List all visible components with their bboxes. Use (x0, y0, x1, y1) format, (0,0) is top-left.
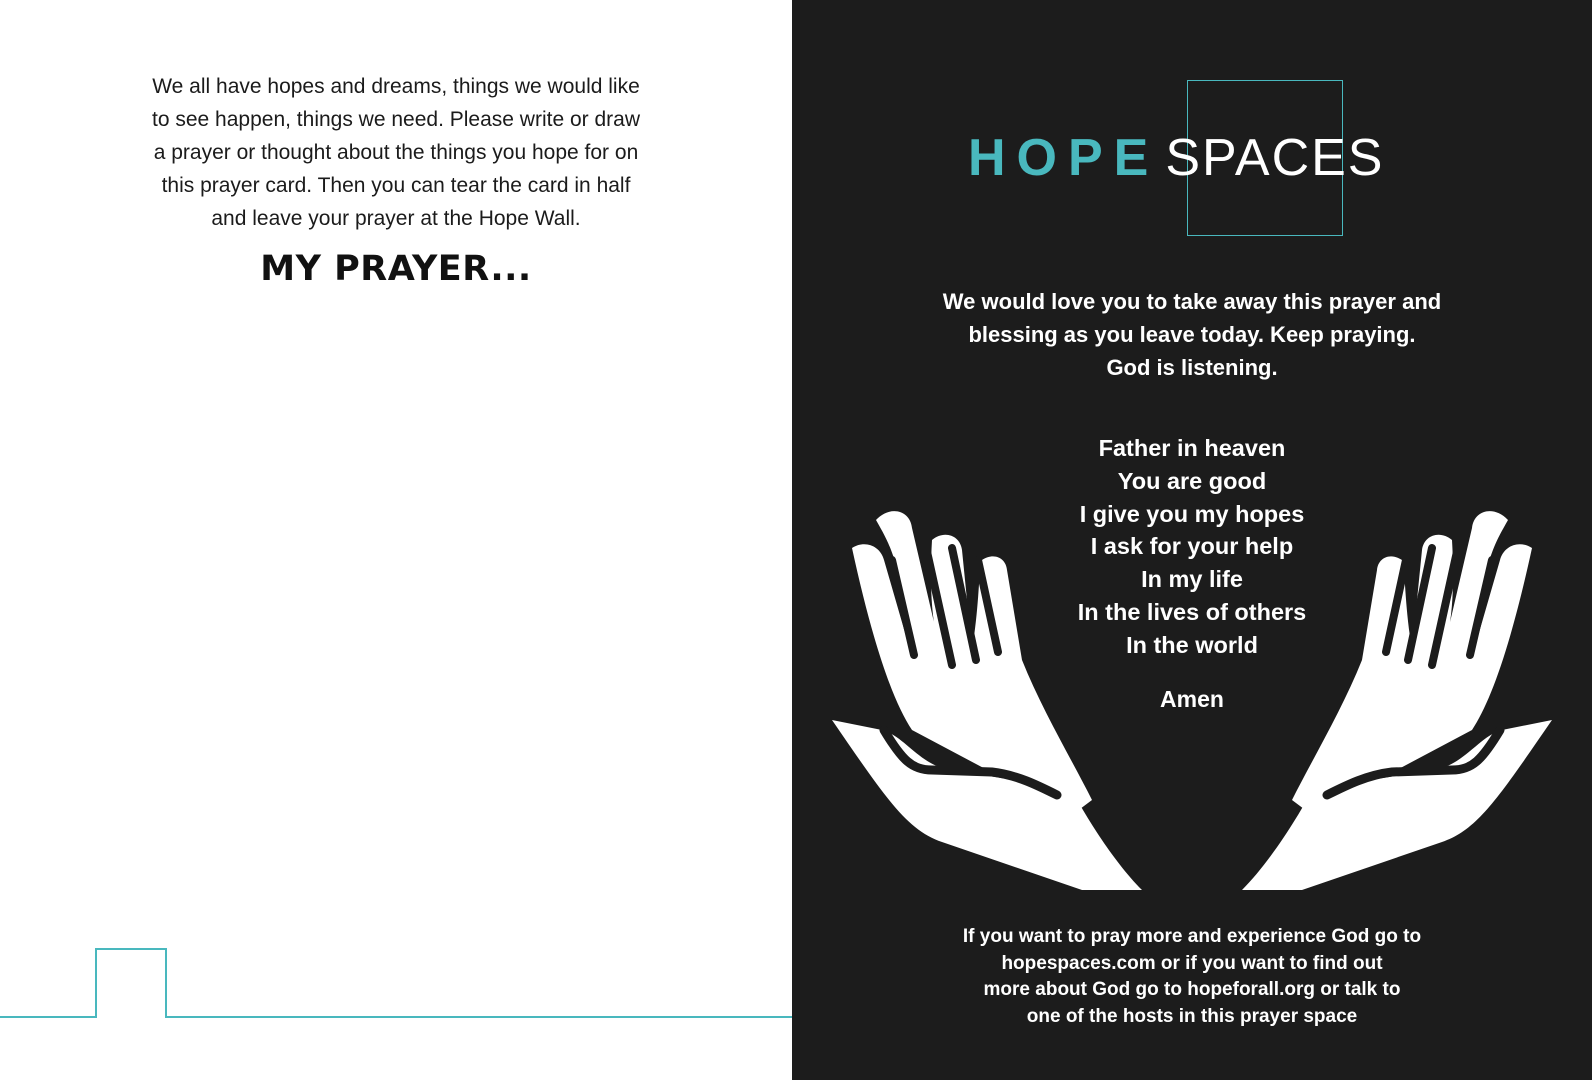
prayer-line: I ask for your help (1090, 533, 1294, 560)
prayer-line: I give you my hopes (1079, 500, 1305, 527)
prayer-card-right (792, 0, 1592, 1080)
prayer-line: In the world (1126, 631, 1258, 658)
take-away-text: We would love you to take away this prayer and blessing as you leave today. Keep praying. God is listening. (942, 289, 1442, 380)
tear-line-graphic (0, 0, 792, 1080)
my-prayer-heading: MY PRAYER... (260, 249, 532, 289)
prayer-text (992, 432, 1392, 662)
prayer-card-left (0, 0, 792, 1080)
amen-text: Amen (1160, 686, 1224, 712)
prayer-line: In the lives of others (1077, 598, 1307, 625)
prayer-line: In my life (1141, 566, 1243, 593)
logo-word-spaces: SPACES (1165, 129, 1385, 187)
footer-info-text: If you want to pray more and experience God go to hopespaces.com or if you want to find out more about God go to hopeforall.org or talk to one of the hosts in this prayer space (962, 926, 1422, 1027)
prayer-line: You are good (1117, 467, 1267, 494)
intro-text: We all have hopes and dreams, things we would like to see happen, things we need. Please write or draw a prayer or thought about the things you hope for on this prayer card. Then you can tear the card in half and leave your prayer at the Hope Wall. (152, 75, 640, 230)
prayer-line: Father in heaven (1098, 435, 1286, 461)
logo-word-hope: HOPE (968, 129, 1165, 187)
